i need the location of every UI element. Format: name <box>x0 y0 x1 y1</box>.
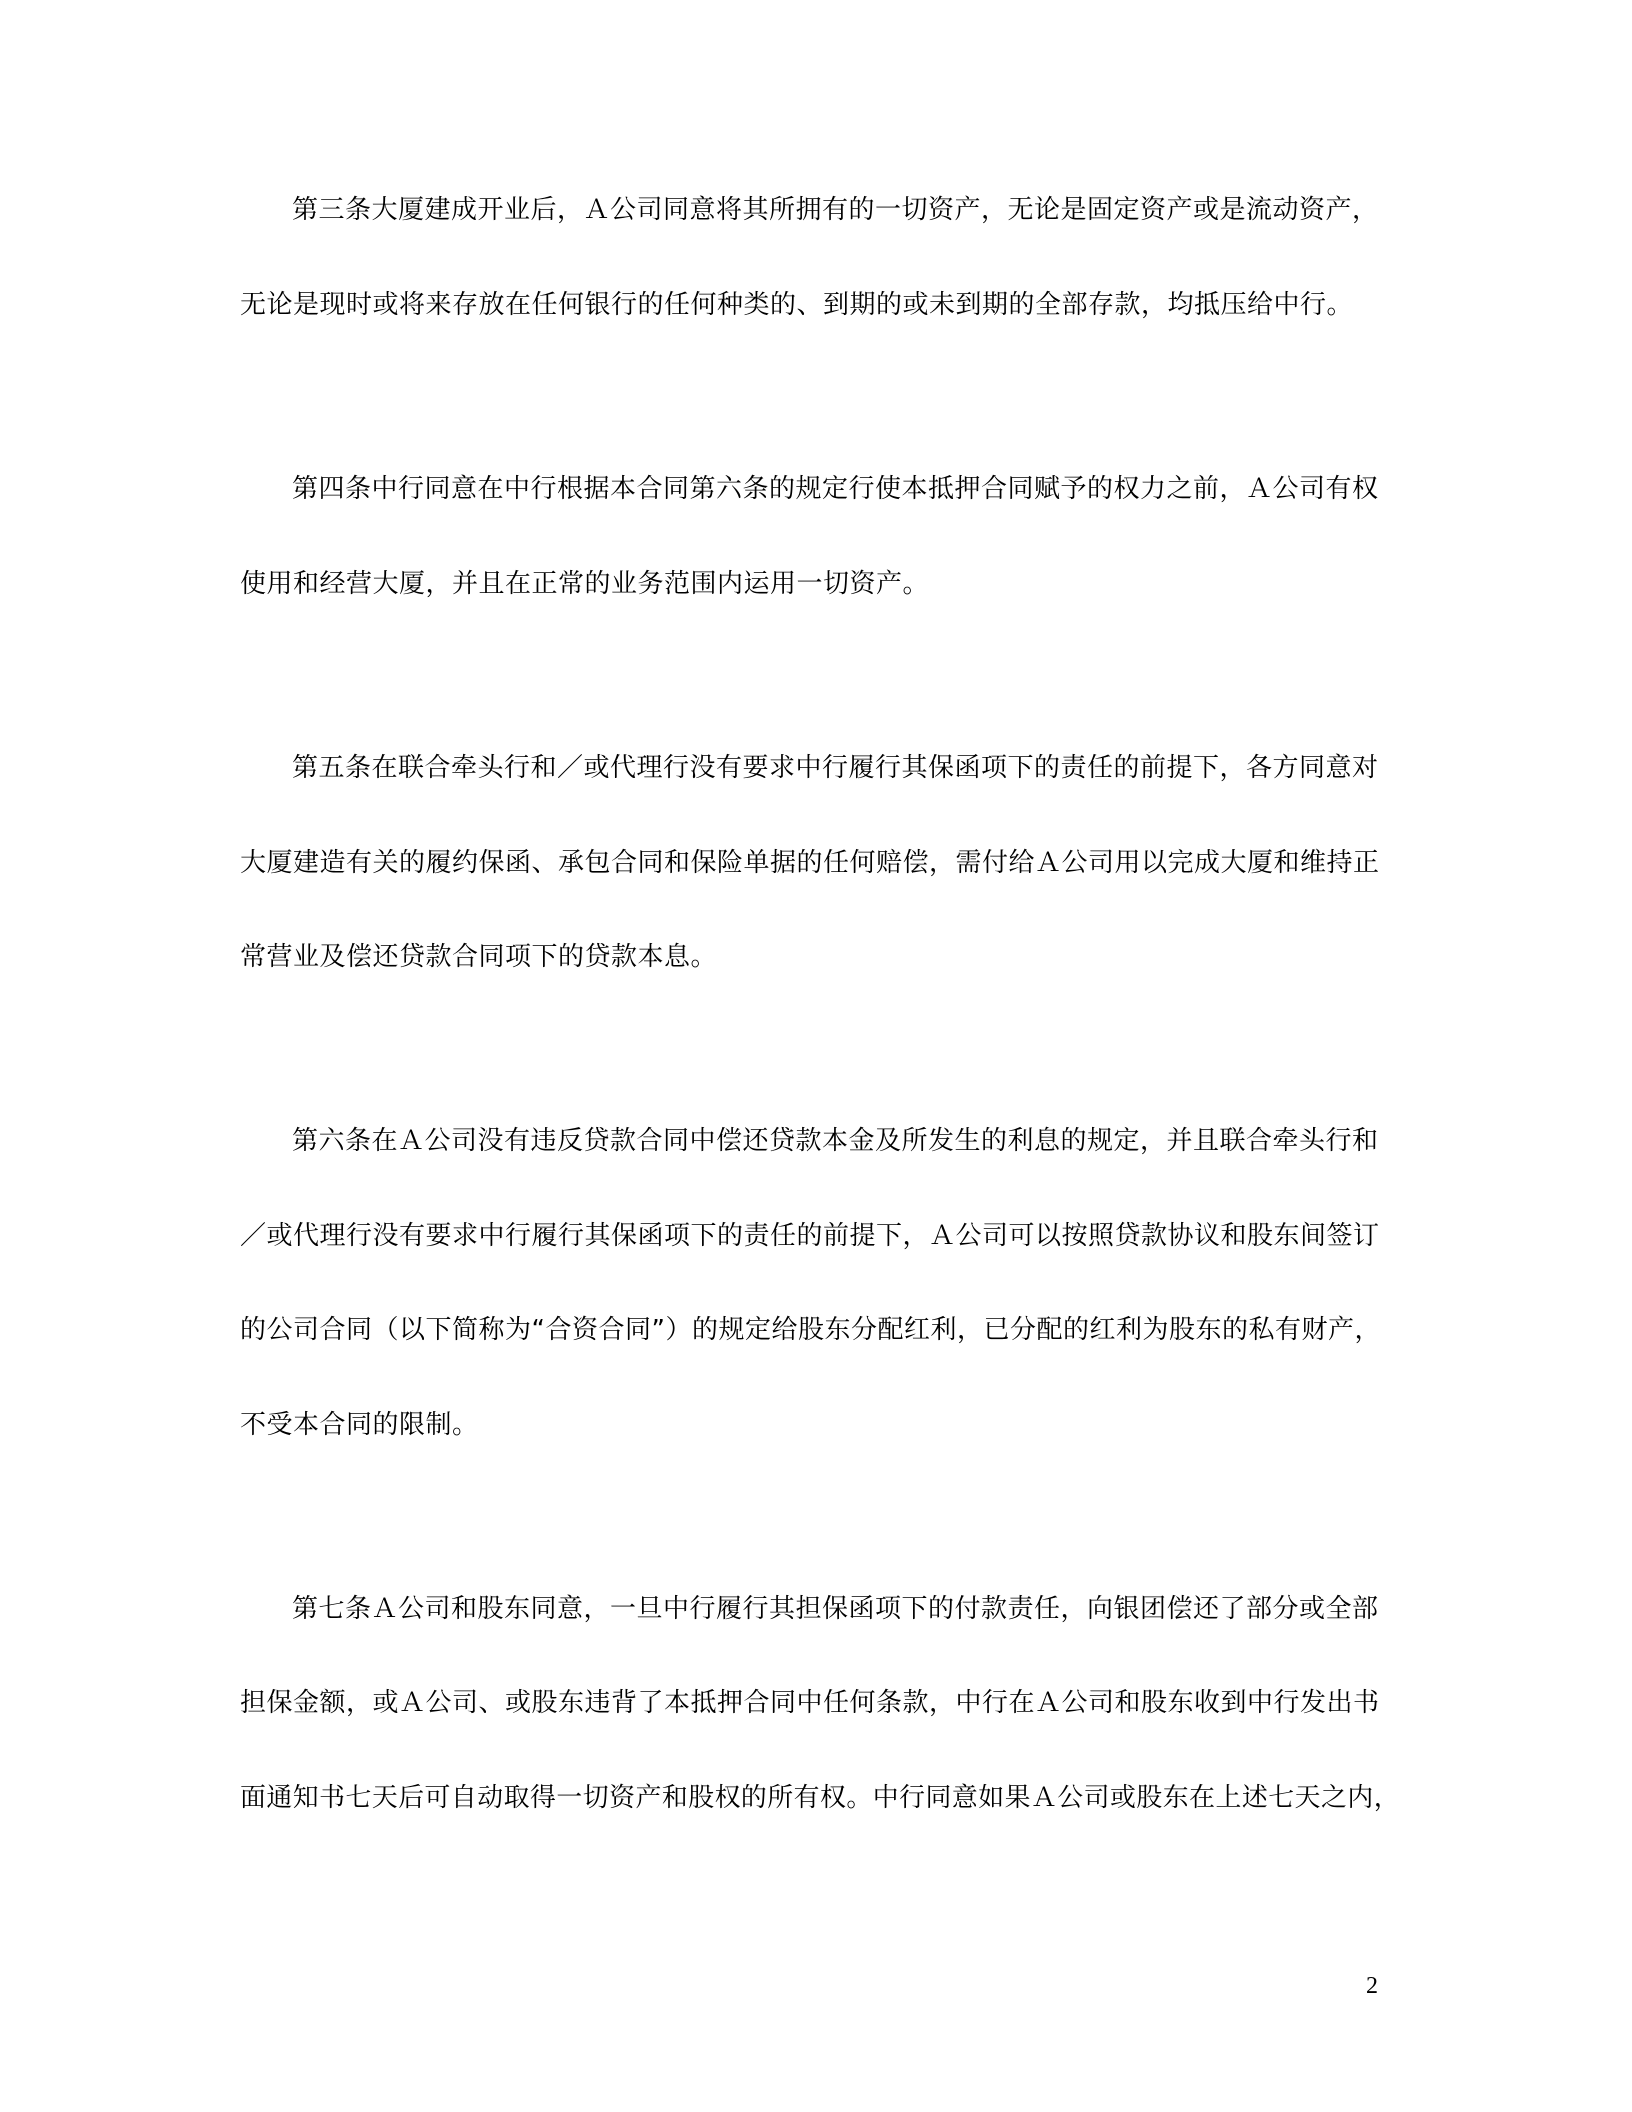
article-7-line-1: 第七条Ａ公司和股东同意，一旦中行履行其担保函项下的付款责任，向银团偿还了部分或全部 <box>292 1594 1379 1624</box>
article-5-line-3: 常营业及偿还贷款合同项下的贷款本息。 <box>240 942 718 972</box>
article-4-line-2: 使用和经营大厦，并且在正常的业务范围内运用一切资产。 <box>240 569 930 599</box>
article-6-line-2: ／或代理行没有要求中行履行其保函项下的责任的前提下，Ａ公司可以按照贷款协议和股东间签订 <box>240 1221 1380 1251</box>
article-6-line-3: 的公司合同（以下简称为“合资合同”）的规定给股东分配红利，已分配的红利为股东的私有财产， <box>240 1315 1381 1345</box>
article-3-line-2: 无论是现时或将来存放在任何银行的任何种类的、到期的或未到期的全部存款，均抵压给中行。 <box>240 290 1354 320</box>
article-7-line-3: 面通知书七天后可自动取得一切资产和股权的所有权。中行同意如果Ａ公司或股东在上述七天之内， <box>240 1783 1401 1813</box>
article-4-line-1: 第四条中行同意在中行根据本合同第六条的规定行使本抵押合同赋予的权力之前，Ａ公司有权 <box>292 474 1379 504</box>
article-6-line-1: 第六条在Ａ公司没有违反贷款合同中偿还贷款本金及所发生的利息的规定，并且联合牵头行和 <box>292 1126 1379 1156</box>
article-7-line-2: 担保金额，或Ａ公司、或股东违背了本抵押合同中任何条款，中行在Ａ公司和股东收到中行发出书 <box>240 1688 1380 1718</box>
article-5-line-2: 大厦建造有关的履约保函、承包合同和保险单据的任何赔偿，需付给Ａ公司用以完成大厦和维持正 <box>240 848 1380 878</box>
article-3-line-1: 第三条大厦建成开业后，Ａ公司同意将其所拥有的一切资产，无论是固定资产或是流动资产， <box>292 195 1379 225</box>
article-6-line-4: 不受本合同的限制。 <box>240 1410 479 1440</box>
page-number: 2 <box>1366 1973 1378 1999</box>
article-5-line-1: 第五条在联合牵头行和／或代理行没有要求中行履行其保函项下的责任的前提下，各方同意对 <box>292 753 1379 783</box>
